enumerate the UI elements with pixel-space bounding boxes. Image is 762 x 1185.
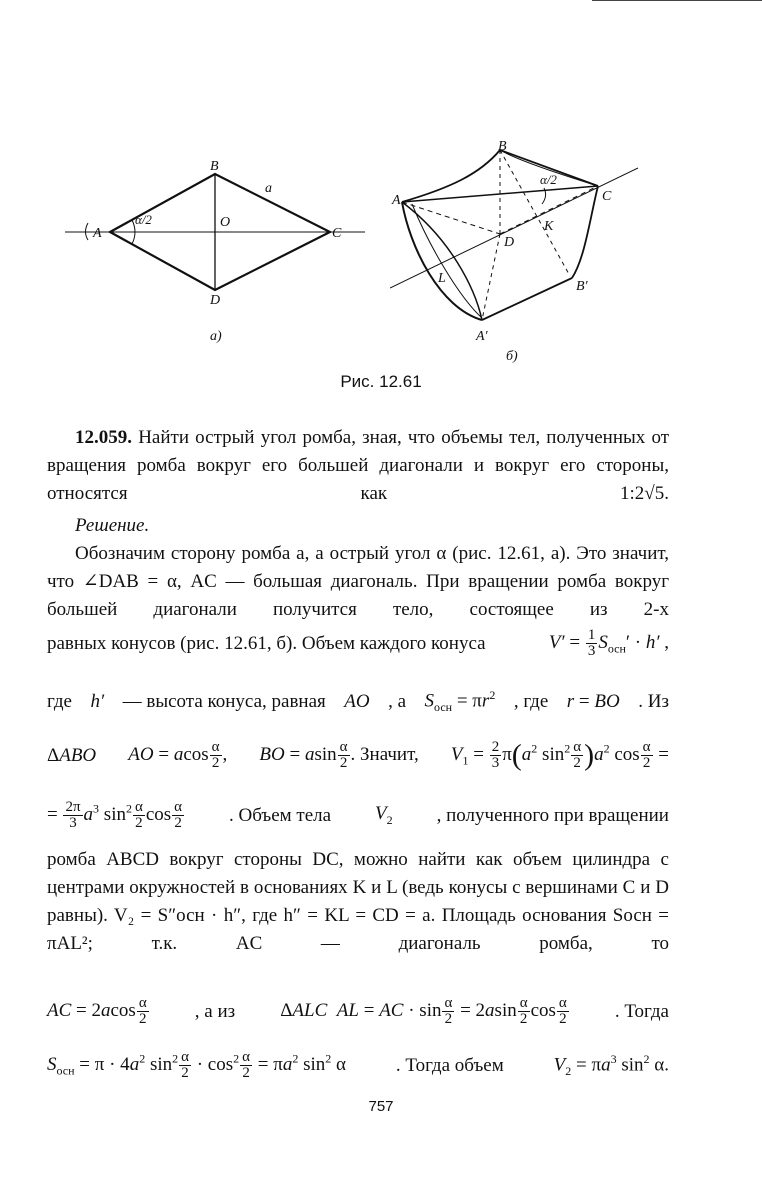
line6-AO: AO = acos $\frac{\alpha}{2}$ , [128,739,228,771]
point-label-b-B-prime: B′ [576,279,588,294]
problem-ratio: 1:2√5 [620,483,665,504]
line5-text-1: где [47,690,72,712]
point-label-b-A: A [392,193,401,208]
problem-text: Найти острый угол ромба, зная, что объемы тел, полученных от вращения ромба вокруг его большей диагонали и вокруг его стороны, относятся как [47,427,670,504]
line11-AC: AC = 2acos $\frac{\alpha}{2}$ [47,995,147,1027]
point-label-b-D: D [504,235,515,250]
line7-V2: $V_2$ [375,803,393,827]
figure-caption: Рис. 12.61 [340,372,422,391]
line7-text-1: . Объем тела [228,804,332,826]
problem-ratio-end: . [664,483,669,504]
panel-label-b: б) [506,349,518,364]
point-label-a-O: O [220,215,231,230]
figure-panel-b [390,138,650,368]
solution-line-5 [47,688,669,715]
line5-h: h′ [90,690,105,712]
line12-S: $S_{осн} = \pi \cdot 4a^2$ $\sin^2$ $\frac{\alpha}{2}$ · $\cos^2$ $\frac{\alpha}{2}$ = $\pi a^2$ $\sin^2 \alpha$ [47,1049,346,1081]
angle-label-a: α/2 [135,212,152,227]
line6-V1: $V_1$ = $\frac{2}{3}$ $\pi(a^2$ $\sin^2$ $\frac{\alpha}{2}$ )$a^2$ cos $\frac{\alpha}{2}$ = [450,738,669,772]
point-label-a-B: B [210,159,219,174]
line11-text-1: , а из [194,1000,236,1022]
problem-statement [47,424,669,508]
figure-panel-a [60,150,380,350]
point-label-b-C: C [602,189,612,204]
problem-number: 12.059. [75,427,132,448]
line11-AL: ΔALC AL = AC · sin $\frac{\alpha}{2}$ = 2asin $\frac{\alpha}{2}$ cos $\frac{\alpha}{2}$ [280,995,567,1027]
solution-line-6 [47,740,669,771]
line5-text-3: , а [388,690,407,712]
point-label-b-K: K [544,219,554,234]
angle-label-b: α/2 [540,172,557,187]
point-label-b-A-prime: A′ [476,329,488,344]
point-label-a-A: A [93,226,102,241]
point-label-b-L: L [438,271,446,286]
solution-line-4 [47,628,669,659]
point-label-b-B: B [498,139,507,154]
point-label-a-C: C [332,226,342,241]
line12-text: . Тогда объем [395,1054,504,1076]
line4-text: равных конусов (рис. 12.61, б). Объем каждого конуса [47,632,486,654]
solution-heading: Решение. [75,515,150,536]
line6-BO: BO = asin $\frac{\alpha}{2}$ . Значит, [259,739,419,771]
line11-text-2: . Тогда [614,1000,669,1022]
line5-S: $S_{осн} = \pi r^2$ [424,688,496,715]
line5-text-5: . Из [638,690,669,712]
page-number: 757 [368,1098,394,1115]
line6-triangle: ΔABO [47,744,97,766]
panel-label-a: a) [210,329,222,344]
solution-line-7 [47,800,669,831]
solution-line-12 [47,1050,669,1081]
page-edge-line [592,0,762,4]
solution-line-11 [47,996,669,1027]
solution-paragraph-1: Обозначим сторону ромба a, а острый угол α (рис. 12.61, a). Это значит, что ∠DAB = α, AC — большая диагональ. При вращении ромба вокруг большей диагонали получится тело, состоящее из 2-х [47,543,669,620]
point-label-a-D: D [210,293,221,308]
line7-formula: = $\frac{2\pi}{3}$ $a^3$ $\sin^2$ $\frac{\alpha}{2}$ cos $\frac{\alpha}{2}$ [47,799,183,831]
side-label-a: a [265,181,272,196]
line5-AO: AO [344,690,370,712]
line5-text-2: — высота конуса, равная [122,690,326,712]
line5-r: r = BO [566,690,620,712]
line5-text-4: , где [513,690,549,712]
solution-paragraph-2: ромба ABCD вокруг стороны DC, можно найти как объем цилиндра с центрами окружностей в основаниях K и L (ведь конусы с вершинами C и D равны). V₂ = S″осн · h″, где h″ = KL = CD = a. Площадь основания Sосн = πAL²; т.к. AC — диагональ ромба, то [47,849,669,954]
line12-V2: $V_2 = \pi a^3$ $\sin^2 \alpha$. [553,1051,669,1079]
cone-volume-formula: V′ = $\frac{1}{3}$ $S_{осн}' \cdot h'$ , [548,627,669,659]
line7-text-2: , полученного при вращении [436,804,669,826]
